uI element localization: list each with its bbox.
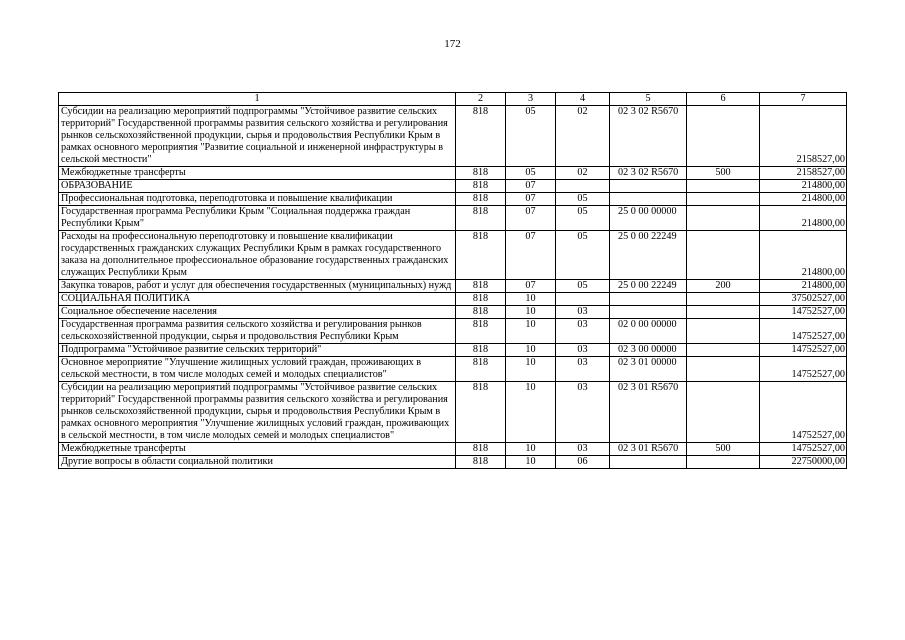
subsection-cell: 03: [556, 319, 610, 344]
target-article-cell: 02 3 02 R5670: [610, 106, 687, 167]
expense-type-cell: 500: [687, 443, 760, 456]
expense-type-cell: [687, 180, 760, 193]
section-cell: 05: [506, 106, 556, 167]
row-name-cell: Субсидии на реализацию мероприятий подпрограммы "Устойчивое развитие сельских территорий" Государственной программы развития сельского хозяйства и регулирования рынков сельскохозяйственной продукции, сырья и продовольствия Республики Крым в рамках основного мероприятия "Улучшение жилищных условий граждан, проживающих в сельской местности, в том числе молодых семей и молодых специалистов": [59, 382, 456, 443]
section-cell: 05: [506, 167, 556, 180]
subsection-cell: 03: [556, 357, 610, 382]
subsection-cell: 05: [556, 280, 610, 293]
row-name-cell: Межбюджетные трансферты: [59, 443, 456, 456]
expense-type-cell: [687, 382, 760, 443]
table-row: [59, 193, 847, 206]
amount-cell: 22750000,00: [760, 456, 847, 469]
target-article-cell: 02 0 00 00000: [610, 319, 687, 344]
table-row: [59, 319, 847, 344]
subsection-cell: 03: [556, 344, 610, 357]
column-header: 4: [556, 93, 610, 106]
column-header: 2: [456, 93, 506, 106]
target-article-cell: [610, 293, 687, 306]
section-cell: 10: [506, 306, 556, 319]
ved-code-cell: 818: [456, 206, 506, 231]
amount-cell: 14752527,00: [760, 382, 847, 443]
table-row: [59, 293, 847, 306]
amount-cell: 14752527,00: [760, 344, 847, 357]
expense-type-cell: [687, 319, 760, 344]
table-header-row: [59, 93, 847, 106]
ved-code-cell: 818: [456, 106, 506, 167]
row-name-cell: Государственная программа развития сельского хозяйства и регулирования рынков сельскохозяйственной продукции, сырья и продовольствия Республики Крым: [59, 319, 456, 344]
ved-code-cell: 818: [456, 443, 506, 456]
ved-code-cell: 818: [456, 280, 506, 293]
column-header: 1: [59, 93, 456, 106]
target-article-cell: 02 3 01 R5670: [610, 382, 687, 443]
target-article-cell: 25 0 00 22249: [610, 231, 687, 280]
section-cell: 10: [506, 456, 556, 469]
amount-cell: 214800,00: [760, 280, 847, 293]
table-row: [59, 382, 847, 443]
subsection-cell: 05: [556, 231, 610, 280]
budget-table: [58, 92, 847, 469]
page-number: 172: [444, 38, 461, 50]
amount-cell: 2158527,00: [760, 106, 847, 167]
table-row: [59, 167, 847, 180]
expense-type-cell: 500: [687, 167, 760, 180]
expense-type-cell: 200: [687, 280, 760, 293]
subsection-cell: 02: [556, 106, 610, 167]
section-cell: 07: [506, 193, 556, 206]
amount-cell: 37502527,00: [760, 293, 847, 306]
amount-cell: 214800,00: [760, 180, 847, 193]
section-cell: 10: [506, 357, 556, 382]
target-article-cell: [610, 306, 687, 319]
table-row: [59, 456, 847, 469]
row-name-cell: Социальное обеспечение населения: [59, 306, 456, 319]
ved-code-cell: 818: [456, 231, 506, 280]
ved-code-cell: 818: [456, 293, 506, 306]
amount-cell: 14752527,00: [760, 306, 847, 319]
subsection-cell: 03: [556, 306, 610, 319]
ved-code-cell: 818: [456, 319, 506, 344]
ved-code-cell: 818: [456, 382, 506, 443]
amount-cell: 214800,00: [760, 206, 847, 231]
ved-code-cell: 818: [456, 306, 506, 319]
target-article-cell: 02 3 02 R5670: [610, 167, 687, 180]
ved-code-cell: 818: [456, 180, 506, 193]
expense-type-cell: [687, 293, 760, 306]
expense-type-cell: [687, 231, 760, 280]
target-article-cell: 02 3 01 R5670: [610, 443, 687, 456]
amount-cell: 14752527,00: [760, 357, 847, 382]
row-name-cell: СОЦИАЛЬНАЯ ПОЛИТИКА: [59, 293, 456, 306]
target-article-cell: 02 3 01 00000: [610, 357, 687, 382]
row-name-cell: Основное мероприятие "Улучшение жилищных условий граждан, проживающих в сельской местности, в том числе молодых семей и молодых специалистов": [59, 357, 456, 382]
section-cell: 10: [506, 382, 556, 443]
subsection-cell: 02: [556, 167, 610, 180]
ved-code-cell: 818: [456, 357, 506, 382]
amount-cell: 214800,00: [760, 193, 847, 206]
target-article-cell: [610, 193, 687, 206]
ved-code-cell: 818: [456, 344, 506, 357]
ved-code-cell: 818: [456, 193, 506, 206]
row-name-cell: Подпрограмма "Устойчивое развитие сельских территорий": [59, 344, 456, 357]
amount-cell: 14752527,00: [760, 443, 847, 456]
expense-type-cell: [687, 456, 760, 469]
subsection-cell: [556, 293, 610, 306]
ved-code-cell: 818: [456, 456, 506, 469]
section-cell: 10: [506, 293, 556, 306]
row-name-cell: Межбюджетные трансферты: [59, 167, 456, 180]
row-name-cell: ОБРАЗОВАНИЕ: [59, 180, 456, 193]
section-cell: 07: [506, 231, 556, 280]
target-article-cell: 25 0 00 22249: [610, 280, 687, 293]
expense-type-cell: [687, 306, 760, 319]
subsection-cell: 03: [556, 382, 610, 443]
ved-code-cell: 818: [456, 167, 506, 180]
expense-type-cell: [687, 344, 760, 357]
table-row: [59, 443, 847, 456]
column-header: 7: [760, 93, 847, 106]
subsection-cell: 05: [556, 206, 610, 231]
target-article-cell: [610, 456, 687, 469]
section-cell: 07: [506, 280, 556, 293]
amount-cell: 214800,00: [760, 231, 847, 280]
section-cell: 10: [506, 344, 556, 357]
subsection-cell: 06: [556, 456, 610, 469]
row-name-cell: Другие вопросы в области социальной политики: [59, 456, 456, 469]
table-row: [59, 280, 847, 293]
section-cell: 07: [506, 206, 556, 231]
column-header: 5: [610, 93, 687, 106]
table-row: [59, 106, 847, 167]
expense-type-cell: [687, 193, 760, 206]
target-article-cell: 02 3 00 00000: [610, 344, 687, 357]
column-header: 6: [687, 93, 760, 106]
row-name-cell: Государственная программа Республики Крым "Социальная поддержка граждан Республики Крым": [59, 206, 456, 231]
table-row: [59, 206, 847, 231]
amount-cell: 14752527,00: [760, 319, 847, 344]
table-row: [59, 231, 847, 280]
section-cell: 07: [506, 180, 556, 193]
row-name-cell: Расходы на профессиональную переподготовку и повышение квалификации государственных гражданских служащих Республики Крым в рамках государственного заказа на дополнительное профессиональное образование государственных гражданских служащих Республики Крым: [59, 231, 456, 280]
expense-type-cell: [687, 357, 760, 382]
subsection-cell: 05: [556, 193, 610, 206]
row-name-cell: Закупка товаров, работ и услуг для обеспечения государственных (муниципальных) нужд: [59, 280, 456, 293]
amount-cell: 2158527,00: [760, 167, 847, 180]
section-cell: 10: [506, 319, 556, 344]
target-article-cell: [610, 180, 687, 193]
row-name-cell: Субсидии на реализацию мероприятий подпрограммы "Устойчивое развитие сельских территорий" Государственной программы развития сельского хозяйства и регулирования рынков сельскохозяйственной продукции, сырья и продовольствия Республики Крым в рамках основного мероприятия "Развитие социальной и инженерной инфраструктуры в сельской местности": [59, 106, 456, 167]
target-article-cell: 25 0 00 00000: [610, 206, 687, 231]
table-row: [59, 306, 847, 319]
subsection-cell: 03: [556, 443, 610, 456]
row-name-cell: Профессиональная подготовка, переподготовка и повышение квалификации: [59, 193, 456, 206]
table-row: [59, 357, 847, 382]
table-row: [59, 344, 847, 357]
section-cell: 10: [506, 443, 556, 456]
expense-type-cell: [687, 106, 760, 167]
column-header: 3: [506, 93, 556, 106]
table-row: [59, 180, 847, 193]
expense-type-cell: [687, 206, 760, 231]
subsection-cell: [556, 180, 610, 193]
